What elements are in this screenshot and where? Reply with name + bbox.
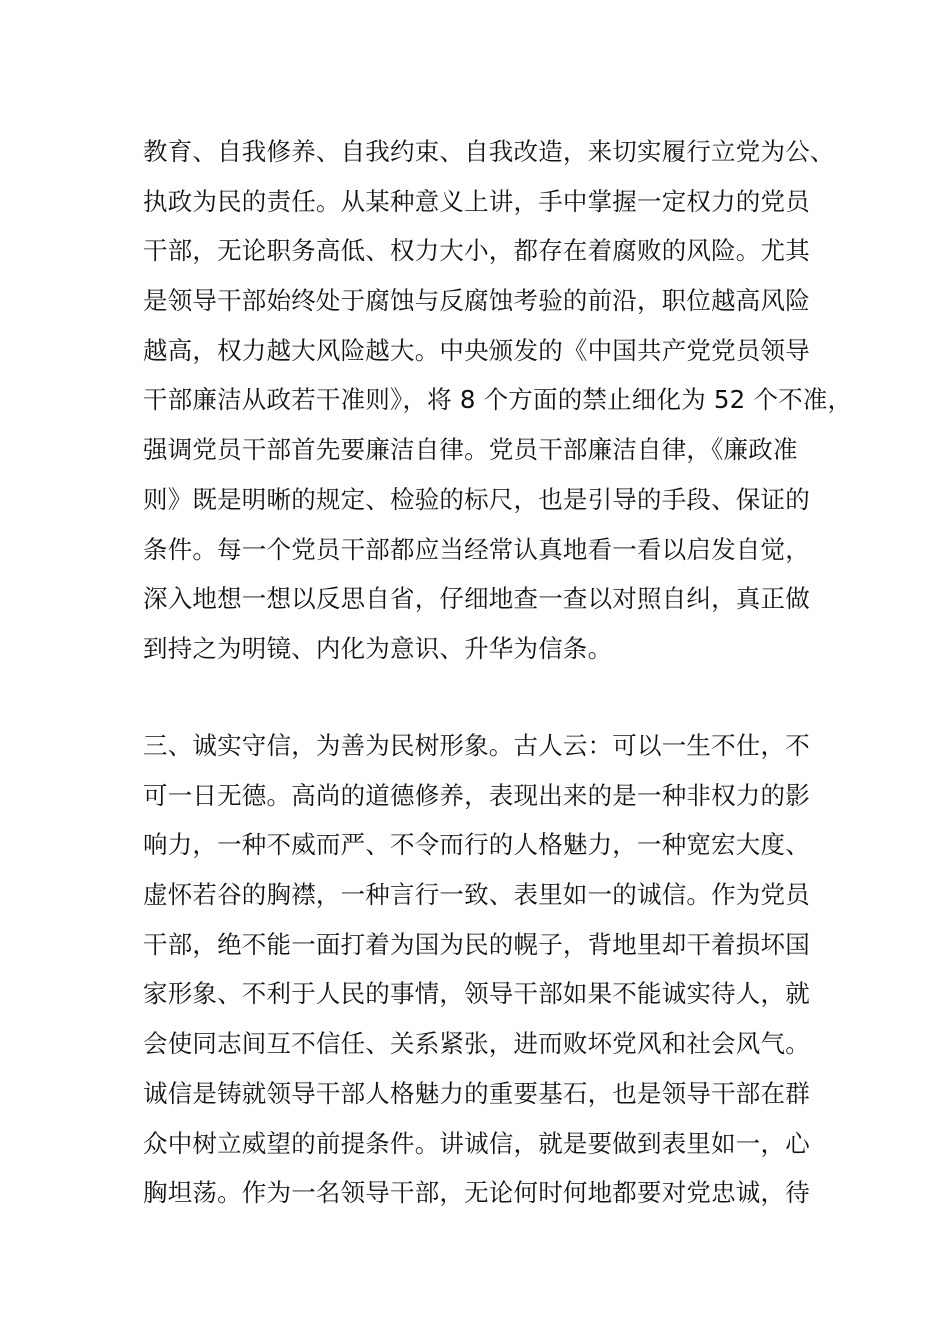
paragraph-line: 虚怀若谷的胸襟，一种言行一致、表里如一的诚信。作为党员: [143, 880, 810, 910]
paragraph-line: 家形象、不利于人民的事情，领导干部如果不能诚实待人，就: [143, 979, 810, 1009]
paragraph-line: 响力，一种不威而严、不令而行的人格魅力，一种宽宏大度、: [143, 830, 810, 860]
paragraph-honesty-trust: [143, 721, 843, 1218]
paragraph-line: 三、诚实守信，为善为民树形象。古人云：可以一生不仕，不: [143, 731, 810, 760]
paragraph-line: 可一日无德。高尚的道德修养，表现出来的是一种非权力的影: [143, 780, 810, 810]
paragraph-integrity-self-discipline: [143, 127, 853, 674]
paragraph-line: 条件。每一个党员干部都应当经常认真地看一看以启发自觉，: [143, 534, 810, 564]
paragraph-line: 则》既是明晰的规定、检验的标尺，也是引导的手段、保证的: [143, 484, 810, 514]
paragraph-line: 执政为民的责任。从某种意义上讲，手中掌握一定权力的党员: [143, 186, 810, 216]
paragraph-line: 强调党员干部首先要廉洁自律。党员干部廉洁自律，《廉政准: [143, 435, 798, 465]
paragraph-line: 干部，无论职务高低、权力大小，都存在着腐败的风险。尤其: [143, 236, 810, 266]
paragraph-line: 是领导干部始终处于腐蚀与反腐蚀考验的前沿，职位越高风险: [143, 286, 810, 316]
paragraph-line: 胸坦荡。作为一名领导干部，无论何时何地都要对党忠诚，待: [143, 1178, 810, 1208]
paragraph-line: 干部廉洁从政若干准则》，将 8 个方面的禁止细化为 52 个不准，: [143, 385, 853, 415]
paragraph-line: 干部，绝不能一面打着为国为民的幌子，背地里却干着损坏国: [143, 929, 810, 959]
paragraph-line: 会使同志间互不信任、关系紧张，进而败坏党风和社会风气。: [143, 1029, 810, 1059]
paragraph-line: 诚信是铸就领导干部人格魅力的重要基石，也是领导干部在群: [143, 1078, 810, 1108]
paragraph-line: 深入地想一想以反思自省，仔细地查一查以对照自纠，真正做: [143, 584, 810, 614]
paragraph-line: 教育、自我修养、自我约束、自我改造，来切实履行立党为公、: [143, 137, 835, 166]
paragraph-line: 到持之为明镜、内化为意识、升华为信条。: [143, 633, 613, 663]
paragraph-line: 众中树立威望的前提条件。讲诚信，就是要做到表里如一，心: [143, 1128, 810, 1158]
paragraph-line: 越高，权力越大风险越大。中央颁发的《中国共产党党员领导: [143, 335, 810, 365]
